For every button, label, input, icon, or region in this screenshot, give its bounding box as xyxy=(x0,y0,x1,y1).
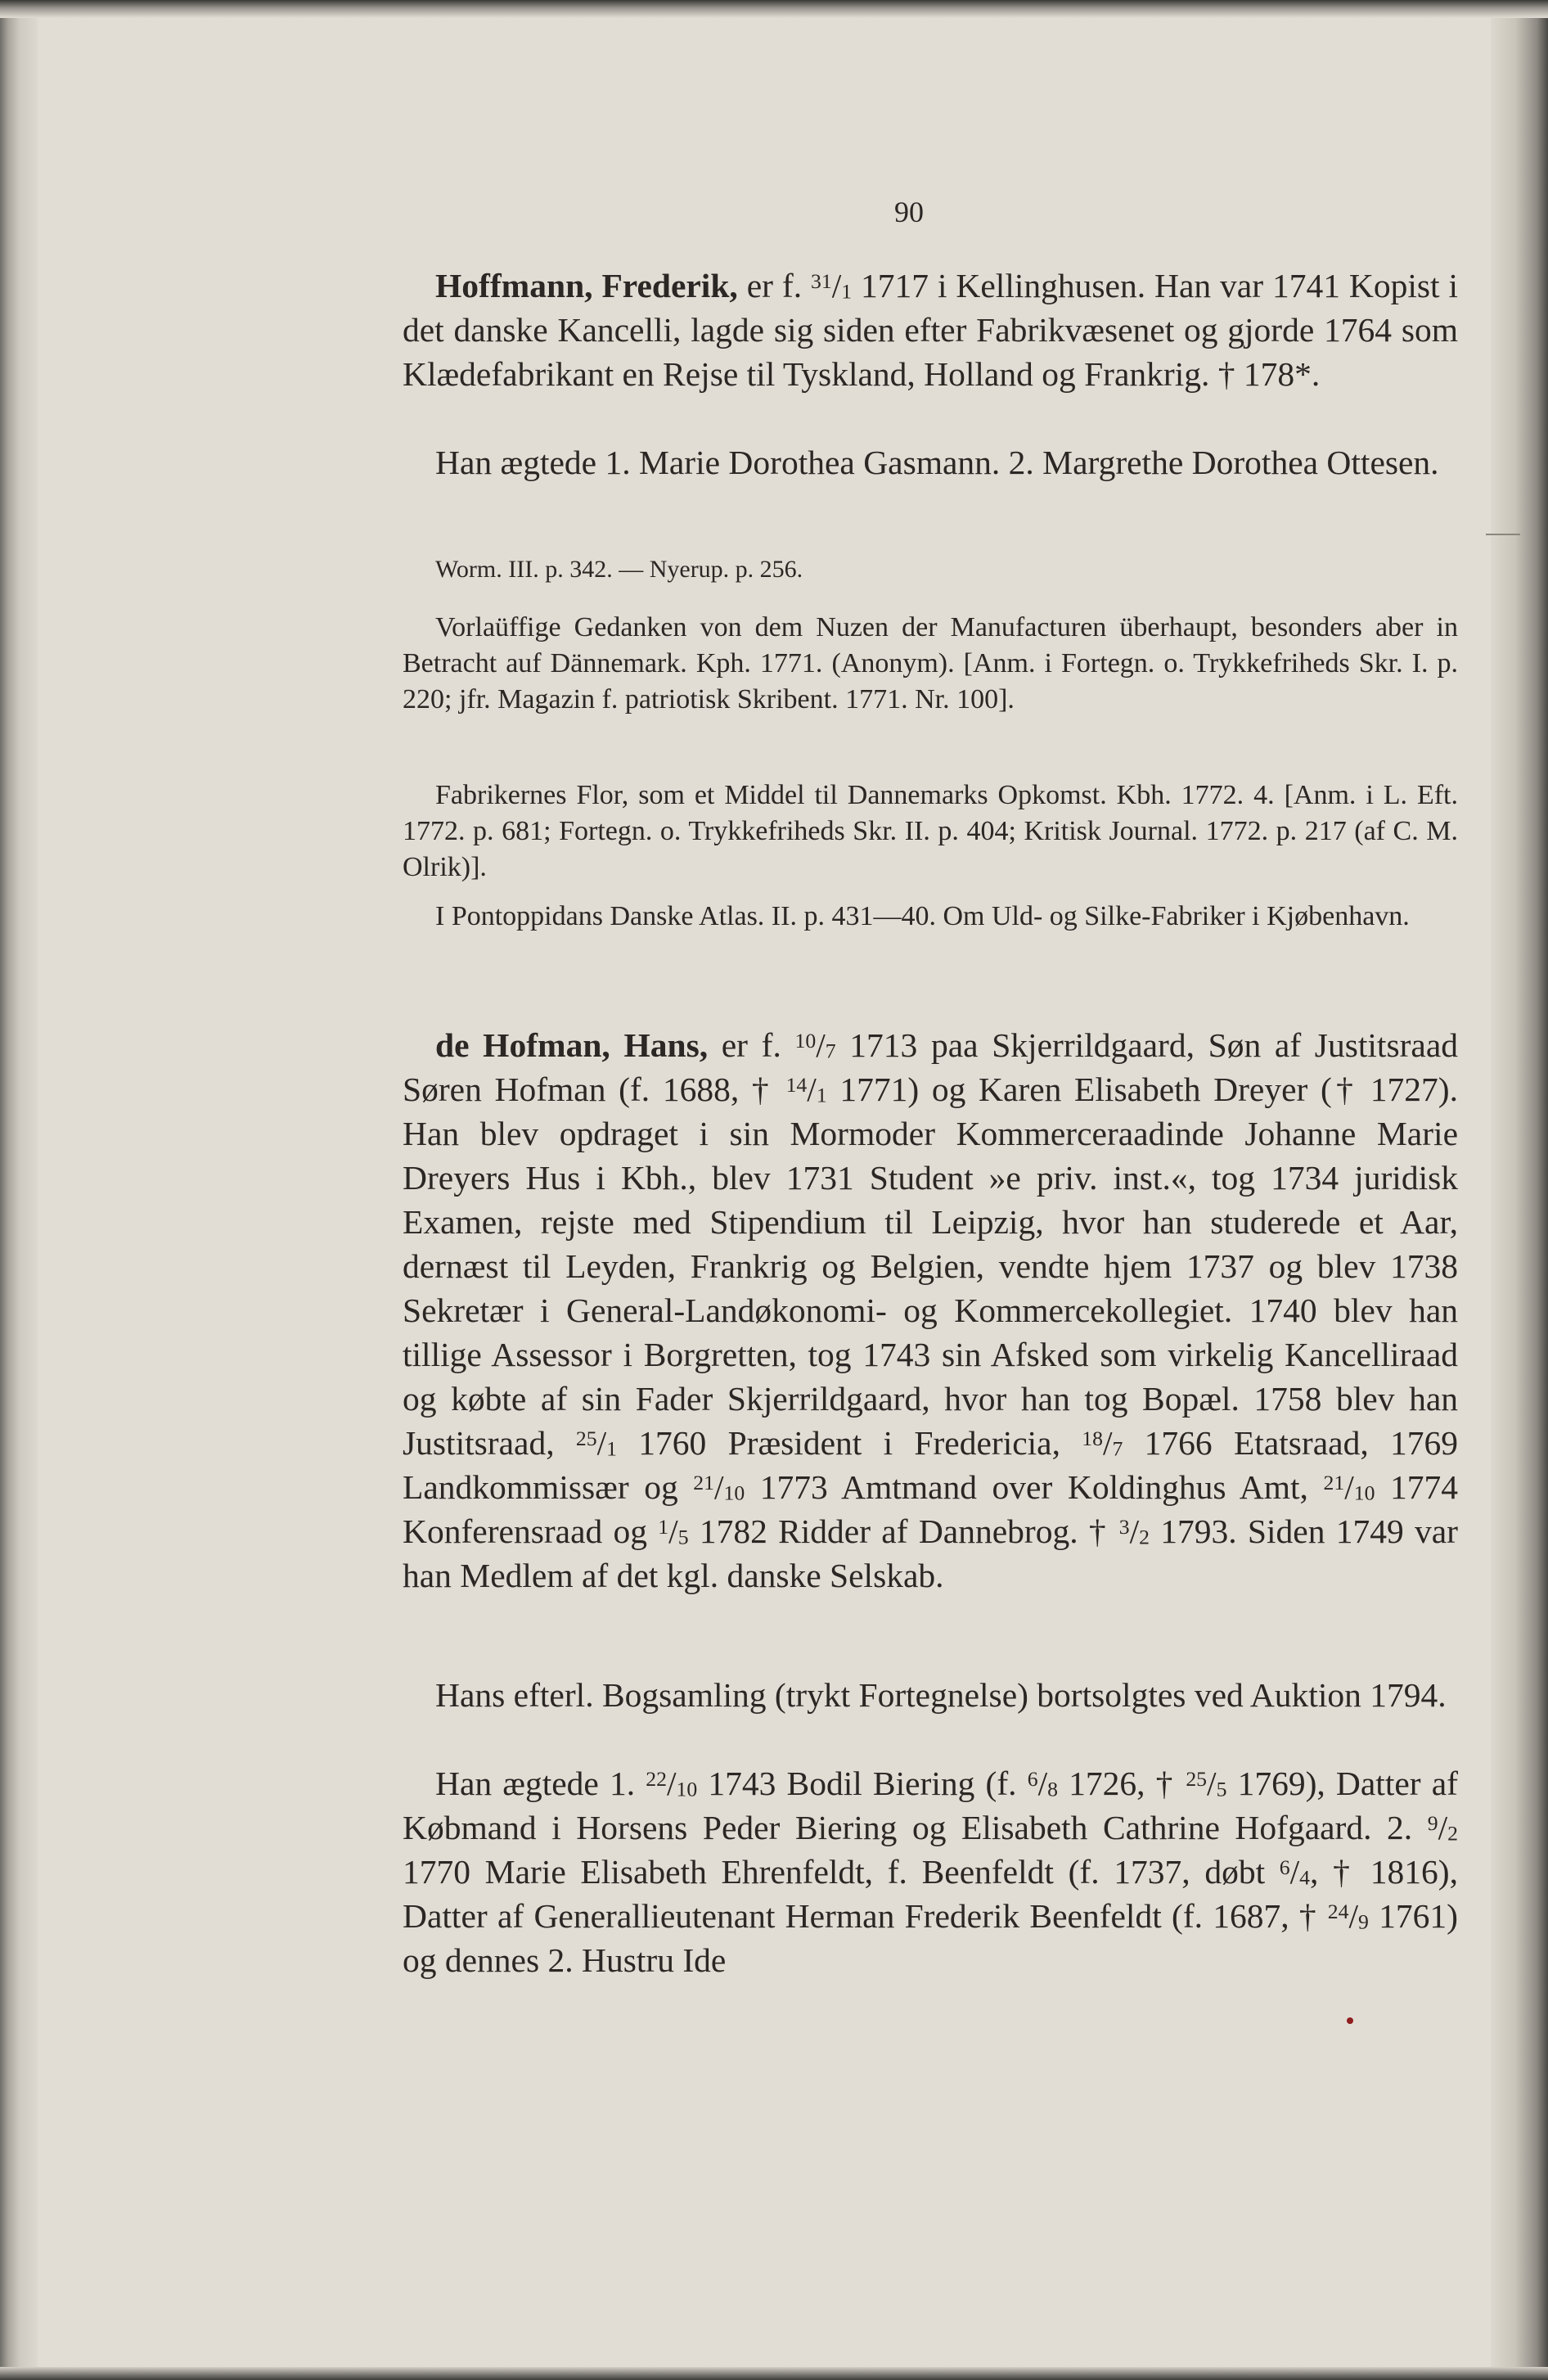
reference-work: Vorlaüffige Gedanken von dem Nuzen der Manufacturen überhaupt, besonders aber in Betracht auf Dännemark. Kph. 1771. (Anonym). [Anm. i Fortegn. o. Trykkefriheds Skr. I. p. 220; jfr. Magazin f. patriotisk Skribent. 1771. Nr. 100]. xyxy=(403,612,1458,714)
entry-name: de Hofman, Hans, xyxy=(435,1026,709,1064)
page-number: 90 xyxy=(894,196,924,228)
entry-marriage: Han ægtede 1. $^{22}$/10 1743 Bodil Biering (f. $^6$/8 1726, † $^{25}$/5 1769), Datter af Købmand i Horsens Peder Biering og Elisabeth Cathrine Hofgaard. 2. $^9$/2 1770 Marie Elisabeth Ehrenfeldt, f. Beenfeldt (f. 1737, døbt $^6$/4, † 1816), Datter af Generallieutenant Herman Frederik Beenfeldt (f. 1687, † $^{24}$/9 1761) og dennes 2. Hustru Ide xyxy=(403,1765,1458,1979)
reference-work: Fabrikernes Flor, som et Middel til Dannemarks Opkomst. Kbh. 1772. 4. [Anm. i L. Eft. 1772. p. 681; Fortegn. o. Trykkefriheds Skr. II. p. 404; Kritisk Journal. 1772. p. 217 (af C. M. Olrik)]. xyxy=(403,780,1458,882)
entry-name: Hoffmann, Frederik, xyxy=(435,267,738,304)
page-edge-right xyxy=(1491,0,1548,2380)
entry-hofman-hans: de Hofman, Hans, er f. $^{10}$/7 1713 paa Skjerrildgaard, Søn af Justitsraad Søren Hofman (f. 1688, † $^{14}$/1 1771) og Karen Elisabeth Dreyer († 1727). Han blev opdraget i sin Mormoder Kommerceraadinde Johanne Marie Dreyers Hus i Kbh., blev 1731 Student »e priv. inst.«, tog 1734 juridisk Examen, rejste med Stipendium til Leipzig, hvor han studerede et Aar, dernæst til Leyden, Frankrig og Belgien, vendte hjem 1737 og blev 1738 Sekretær i General-Landøkonomi- og Kommercekollegiet. 1740 blev han tillige Assessor i Borgretten, tog 1743 sin Afsked som virkelig Kancelliraad og købte af sin Fader Skjerrildgaard, hvor han tog Bopæl. 1758 blev han Justitsraad, $^{25}$/1 1760 Præsident i Fredericia, $^{18}$/7 1766 Etatsraad, 1769 Landkommissær og $^{21}$/10 1773 Amtmand over Koldinghus Amt, $^{21}$/10 1774 Konferensraad og $^1$/5 1782 Ridder af Dannebrog. † $^3$/2 1793. Siden 1749 var han Medlem af det kgl. danske Selskab. xyxy=(403,1026,1459,1594)
entry-marriage: Han ægtede 1. Marie Dorothea Gasmann. 2. Margrethe Dorothea Ottesen. xyxy=(435,444,1439,481)
ink-dot-mark xyxy=(1347,2017,1353,2024)
entry-birth-lead: er f. xyxy=(746,267,811,304)
reference-work: I Pontoppidans Danske Atlas. II. p. 431—40. Om Uld- og Silke-Fabriker i Kjøbenhavn. xyxy=(435,901,1410,931)
reference-line: Worm. III. p. 342. — Nyerup. p. 256. xyxy=(435,556,803,583)
entry-library-note: Hans efterl. Bogsamling (trykt Fortegnelse) bortsolgtes ved Auktion 1794. xyxy=(435,1676,1447,1714)
entry-body: 1717 i Kellinghusen. Han var 1741 Kopist i det danske Kancelli, lagde sig siden efter Fabrikvæsenet og gjorde 1764 som Klædefabrikant en Rejse til Tyskland, Holland og Frankrig. † 178*. xyxy=(403,267,1459,393)
page-edge-left xyxy=(0,0,38,2380)
page-edge-top xyxy=(0,0,1548,18)
stray-dash-mark xyxy=(1486,534,1520,535)
entry-hoffmann-frederik: Hoffmann, Frederik, er f. $^{31}$/1 1717 i Kellinghusen. Han var 1741 Kopist i det danske Kancelli, lagde sig siden efter Fabrikvæsenet og gjorde 1764 som Klædefabrikant en Rejse til Tyskland, Holland og Frankrig. † 178*. xyxy=(403,267,1459,393)
page-edge-bottom xyxy=(0,2367,1548,2380)
